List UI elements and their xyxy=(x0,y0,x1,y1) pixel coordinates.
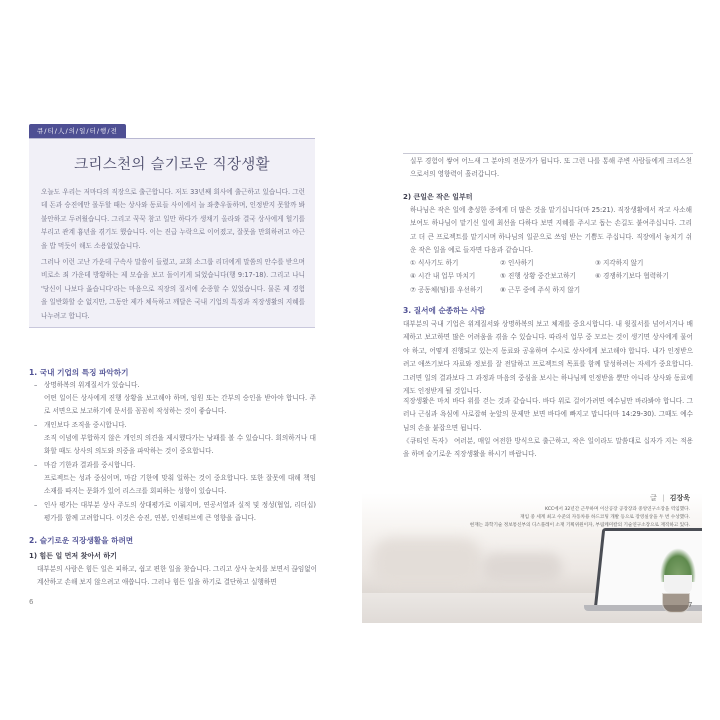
task-item: ④ 시간 내 업무 마치기 xyxy=(410,272,476,281)
bullet-3-body: 프로젝트는 성과 중심이며, 마감 기한에 맞춰 일하는 것이 중요합니다. 또한 잘못에 대해 책임 소재를 따지는 문화가 있어 리스크를 회피하는 성향이 있습니다. xyxy=(44,474,316,496)
subsection-2-heading: 2) 큰일은 작은 일부터 xyxy=(403,193,473,201)
section-2-heading: 2. 슬기로운 직장생활을 하려면 xyxy=(29,536,134,545)
series-tag: 큐/티/人/의/일/터/행/전 xyxy=(29,124,126,138)
continuation-paragraph: 실무 경험이 쌓여 어느새 그 분야의 전문가가 됩니다. 또 그런 나를 통해 주변 사람들에게 크리스천으로서의 영향력이 흘러갑니다. xyxy=(410,157,692,179)
task-item: ② 인사하기 xyxy=(500,259,534,267)
page-number-left: 6 xyxy=(29,598,34,606)
top-rule xyxy=(403,153,693,154)
subsection-2-body: 하나님은 작은 일에 충성한 종에게 더 많은 것을 맡기십니다(마 25:21). 직장생활에서 작고 사소해 보여도 하나님이 맡기신 일에 최선을 다하다 보면 지혜를 주시고 돕는 손길도 붙여주십니다. 그리고 더 큰 프로젝트를 맡기시며 하나님의 일꾼으로 쓰임 받는 기쁨도 주십니다. 직장에서 놓치기 쉬운 작은 일을 예로 들자면 다음과 같습니다. xyxy=(410,206,692,255)
section-3-heading: 3. 질서에 순종하는 사람 xyxy=(403,306,486,315)
author-bio-line-2: 재임 중 세계 최고 수준의 자동차용 하드코팅 개발 등으로 장영실상을 두 번 수상했다. xyxy=(520,515,690,520)
bullet-4: – 인사 평가는 대부분 상사 주도의 상대평가로 이뤄지며, 연공서열과 실적 및 정성(협업, 리더십) 평가를 함께 고려합니다. 이것은 승진, 연봉, 인센티브에 큰 영향을 줍니다. xyxy=(34,501,316,523)
article-title: 크리스천의 슬기로운 직장생활 xyxy=(74,157,270,173)
subsection-1-heading: 1) 힘든 일 먼저 찾아서 하기 xyxy=(29,552,117,560)
task-item: ⑦ 공동체(팀)를 우선하기 xyxy=(410,285,483,294)
section-3-paragraph-1: 대부분의 국내 기업은 위계질서와 상명하복의 보고 체계를 중요시합니다. 내 윗질서를 넘어서거나 배제하고 보고하면 많은 어려움을 겪을 수 있습니다. 따라서 업무 중 모르는 것이 생기면 상사에게 물어야 하고, 어떻게 진행되고 있는지 동료와 공유하며 수시로 상사에게 보고해야 합니다. 내가 인정받으려고 애쓰기보다 자료와 정보를 잘 전달하고 프로젝트의 목표를 함께 달성하려는 자세가 중요합니다. 그러면 일의 결과보다 그 과정과 마음의 중심을 보시는 하나님께 인정받을 뿐만 아니라 상사와 동료에게도 인정받게 될 것입니다. xyxy=(403,320,693,396)
coffee-cup-icon xyxy=(662,593,693,613)
small-tasks-list xyxy=(410,257,670,296)
page-number-right: 7 xyxy=(688,601,693,609)
intro-paragraph-2: 그러나 이런 고난 가운데 구속사 말씀이 들렸고, 교회 소그룹 리더에게 말씀의 안수를 받으며 비로소 죄 가운데 방황하는 제 모습을 보고 돌이키게 되었습니다(행 9:17-18). 그리고 나니 '당신이 나보다 옳습니다'라는 마음으로 직장의 질서에 순종할 수 있었습니다. 물론 제 경험을 일반화할 순 없지만, 그동안 제가 체득하고 깨달은 국내 기업의 특징과 직장생활의 지혜를 나누려고 합니다. xyxy=(41,258,305,320)
task-item: ⑧ 근무 중에 주식 하지 않기 xyxy=(500,285,581,294)
bullet-2-title: – 개인보다 조직을 중시합니다. xyxy=(34,421,127,429)
subsection-1-body: 대부분의 사람은 힘든 일은 피하고, 쉽고 편한 일을 찾습니다. 그리고 상사 눈치를 보면서 끊임없이 계산하고 손해 보지 않으려고 애씁니다. 그러나 힘든 일을 하기로 결단하고 실행하면 xyxy=(37,565,317,587)
task-item: ① 식사기도 하기 xyxy=(410,259,459,267)
task-item: ③ 지각하지 않기 xyxy=(595,259,644,267)
author-bio-line-1: KCC에서 32년간 근무하며 이산공장 공장장과 중앙연구소장을 역임했다. xyxy=(544,507,690,512)
section-3-paragraph-3: 《큐티인 독자》 여러분, 매일 여전한 방식으로 출근하고, 작은 일이라도 말씀대로 십자가 지는 적용을 하며 슬기로운 직장생활을 하시기 바랍니다. xyxy=(403,437,693,459)
section-3-paragraph-2: 직장생활은 마치 바다 위를 걷는 것과 같습니다. 바다 위로 걸어가려면 예수님만 바라봐야 합니다. 그러나 근심과 욕심에 사로잡혀 눈앞의 문제만 보면 바다에 빠지고 맙니다(마 14:29-30). 그때도 예수님의 손을 붙잡으면 됩니다. xyxy=(403,397,693,432)
task-item: ⑥ 경쟁하기보다 협력하기 xyxy=(595,272,669,281)
bullet-2-body: 조직 이념에 부합하지 않은 개인의 의견을 제시했다가는 낭패를 볼 수 있습니다. 회의하거나 대화할 때도 상사의 의도와 의중을 파악하는 것이 중요합니다. xyxy=(44,434,316,456)
bullet-1-title: – 상명하복의 위계질서가 있습니다. xyxy=(34,381,140,389)
intro-paragraph-1: 오늘도 우리는 저마다의 직장으로 출근합니다. 저도 33년째 회사에 출근하고 있습니다. 그런데 돈과 승진에만 몰두할 때는 상사와 동료들 사이에서 늘 좌충우돌하며, 인정받지 못할까 봐 불안하고 두려웠습니다. 그리고 꾹꾹 참고 일만 하다가 생채기 올라와 결국 상사에게 헐기를 부리고 관계 흉년을 겪기도 했습니다. 이는 진급 누락으로 이어졌고, 잘못을 만회하려고 야근을 밥 먹듯이 해도 소용없었습니다. xyxy=(41,188,305,250)
author-credit: 글 | 김장욱 xyxy=(650,494,690,502)
intro-box xyxy=(29,138,315,328)
desk-laptop-photo xyxy=(362,493,702,623)
author-bio-line-3: 현재는 과학기술 정보통신부의 디스플레이 소재 기획위원이자, 부림케미칼의 기술연구소장으로 재직하고 있다. xyxy=(469,523,690,528)
section-1-heading: 1. 국내 기업의 특징 파악하기 xyxy=(29,368,129,377)
bullet-1-body: 어떤 일이든 상사에게 진행 상황을 보고해야 하며, 임원 또는 간부의 승인을 받아야 합니다. 주로 서면으로 보고하기에 문서를 꼼꼼히 작성하는 것이 좋습니다. xyxy=(44,394,316,416)
task-item: ⑤ 진행 상황 중간보고하기 xyxy=(500,272,576,281)
bullet-3-title: – 마감 기한과 결과를 중시합니다. xyxy=(34,461,136,469)
